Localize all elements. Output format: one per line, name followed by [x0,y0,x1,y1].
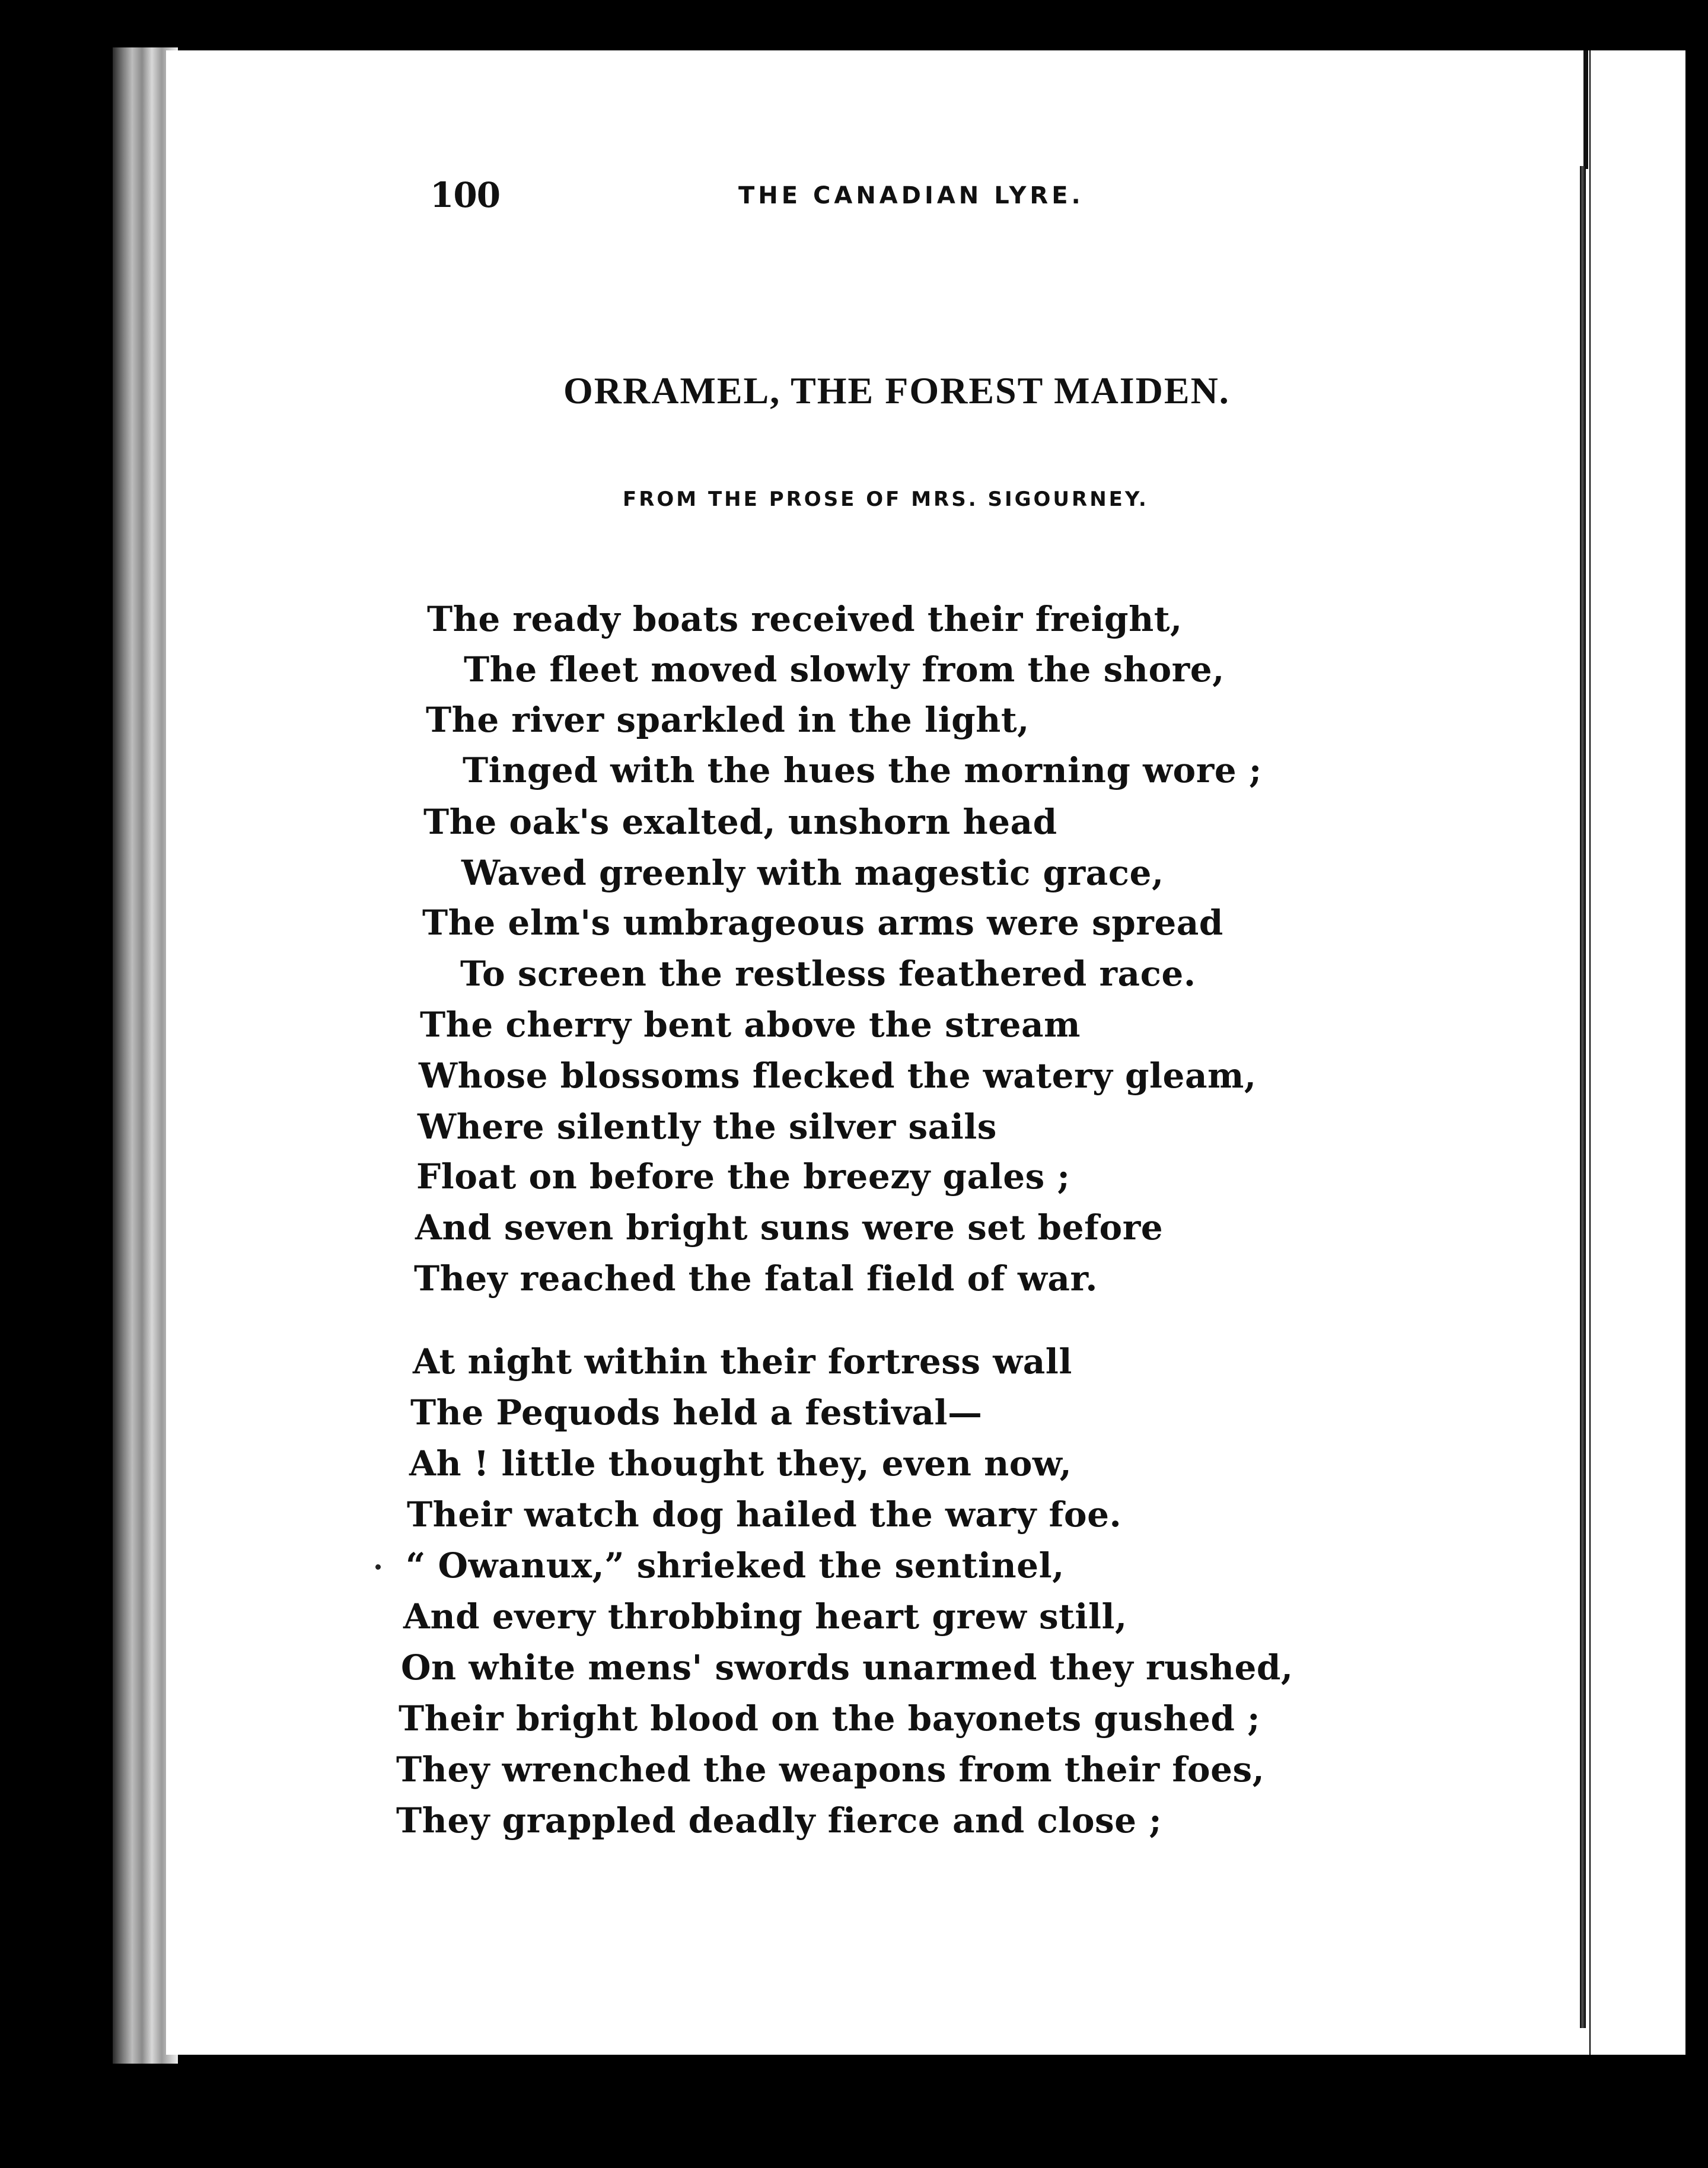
poem-line: The river sparkled in the light, [426,700,1030,740]
poem-line: On white mens' swords unarmed they rushed, [401,1647,1293,1688]
stray-ink-mark [375,1564,381,1570]
poem-line: They reached the fatal field of war. [414,1258,1098,1299]
poem-line: Their bright blood on the bayonets gushed ; [399,1698,1261,1739]
poem-line: Where silently the silver sails [418,1107,997,1147]
poem-line: Waved greenly with magestic grace, [461,853,1164,893]
facing-page [1591,50,1685,2055]
running-head [430,175,1142,222]
poem-title: ORRAMEL, THE FOREST MAIDEN. [563,369,1230,412]
poem-line: Ah ! little thought they, even now, [409,1443,1072,1484]
poem-line: And every throbbing heart grew still, [403,1596,1127,1637]
poem-line: They grappled deadly fierce and close ; [396,1800,1162,1841]
running-title: THE CANADIAN LYRE. [738,182,1084,209]
poem-line: Whose blossoms flecked the watery gleam, [419,1056,1257,1096]
poem-line: “ Owanux,” shrieked the sentinel, [406,1545,1065,1586]
poem-line: The oak's exalted, unshorn head [423,802,1057,842]
poem-line: To screen the restless feathered race. [460,954,1196,994]
poem-line: Their watch dog hailed the wary foe. [407,1494,1122,1535]
poem-line: The Pequods held a festival— [410,1392,983,1433]
gutter-shadow [1583,50,1588,169]
poem-line: The ready boats received their freight, [427,599,1183,639]
gutter-shadow [1580,166,1586,2028]
poem-line: Float on before the breezy gales ; [416,1156,1070,1197]
poem-line: The elm's umbrageous arms were spread [422,903,1223,943]
page-number: 100 [430,175,501,215]
poem-line: The fleet moved slowly from the shore, [464,649,1225,690]
poem-line: At night within their fortress wall [413,1341,1072,1382]
poem-line: Tinged with the hues the morning wore ; [463,750,1262,790]
poem-line: And seven bright suns were set before [415,1207,1164,1248]
poem-subtitle: FROM THE PROSE OF MRS. SIGOURNEY. [623,487,1149,511]
poem-line: They wrenched the weapons from their foes, [396,1749,1265,1790]
poem-line: The cherry bent above the stream [420,1005,1081,1045]
